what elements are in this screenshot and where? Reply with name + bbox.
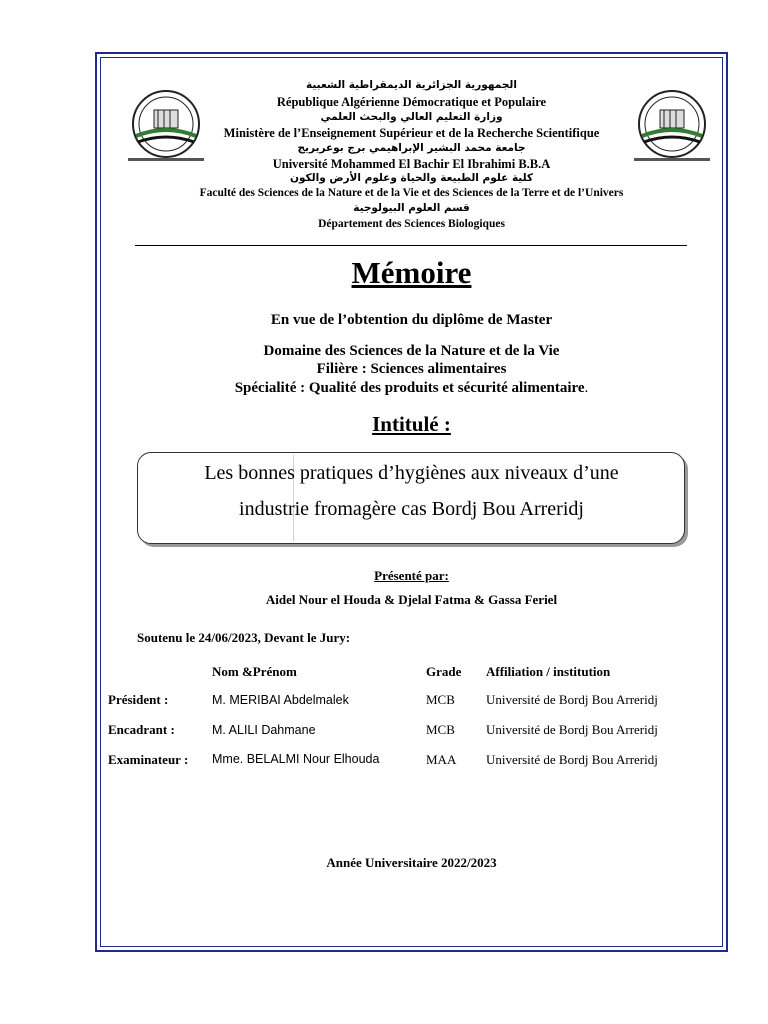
domain-line: Domaine des Sciences de la Nature et de la Vie [263,343,560,359]
jury-affiliation: Université de Bordj Bou Arreridj [486,692,658,707]
jury-affiliation: Université de Bordj Bou Arreridj [486,752,658,767]
header-divider [135,245,687,246]
defense-date: Soutenu le 24/06/2023, Devant le Jury: [137,630,351,645]
header-grade: Grade [426,664,462,679]
degree-purpose: En vue de l’obtention du diplôme de Master [270,312,553,328]
header-arabic-department: قسم العلوم البيولوجية [353,202,470,214]
jury-grade: MCB [426,692,455,707]
jury-affiliation: Université de Bordj Bou Arreridj [486,722,658,737]
header-republic: République Algérienne Démocratique et Populaire [276,95,547,109]
header-arabic-republic: الجمهورية الجزائرية الديمقراطية الشعبية [306,79,517,91]
header-faculty: Faculté des Sciences de la Nature et de la Vie et des Sciences de la Terre et de l’Univers [199,187,624,199]
jury-name: M. ALILI Dahmane [212,723,316,737]
jury-grade: MAA [426,752,457,767]
document-type: Mémoire [351,255,472,290]
header-arabic-ministry: وزارة التعليم العالي والبحث العلمي [320,111,503,123]
filiere-line: Filière : Sciences alimentaires [316,361,507,377]
header-arabic-university: جامعة محمد البشير الإبراهيمي برج بوعريريج [297,142,526,154]
header-department: Département des Sciences Biologiques [318,218,505,230]
authors: Aidel Nour el Houda & Djelal Fatma & Gassa Feriel [265,592,558,607]
header-name: Nom &Prénom [212,664,297,679]
academic-year: Année Universitaire 2022/2023 [326,855,497,870]
jury-name: Mme. BELALMI Nour Elhouda [212,752,380,766]
header-university: Université Mohammed El Bachir El Ibrahimi B.B.A [272,157,551,171]
specialite-text: Spécialité : Qualité des produits et sécurité alimentaire [234,380,585,396]
jury-grade: MCB [426,722,455,737]
header-affiliation: Affiliation / institution [486,664,611,679]
thesis-title-line2: industrie fromagère cas Bordj Bou Arreridj [239,498,584,520]
intitule-label: Intitulé : [372,412,451,436]
jury-role: Examinateur : [108,752,189,767]
presented-by-label: Présenté par: [374,568,449,583]
jury-role: Président : [108,692,169,707]
header-arabic-faculty: كلية علوم الطبيعة والحياة وعلوم الأرض والكون [290,172,533,184]
thesis-title-line1: Les bonnes pratiques d’hygiènes aux niveaux d’une [204,462,619,484]
header-ministry: Ministère de l’Enseignement Supérieur et de la Recherche Scientifique [223,126,600,140]
specialite-line [100,380,723,397]
jury-name: M. MERIBAI Abdelmalek [212,693,349,707]
jury-role: Encadrant : [108,722,175,737]
specialite-period: . [584,380,589,396]
